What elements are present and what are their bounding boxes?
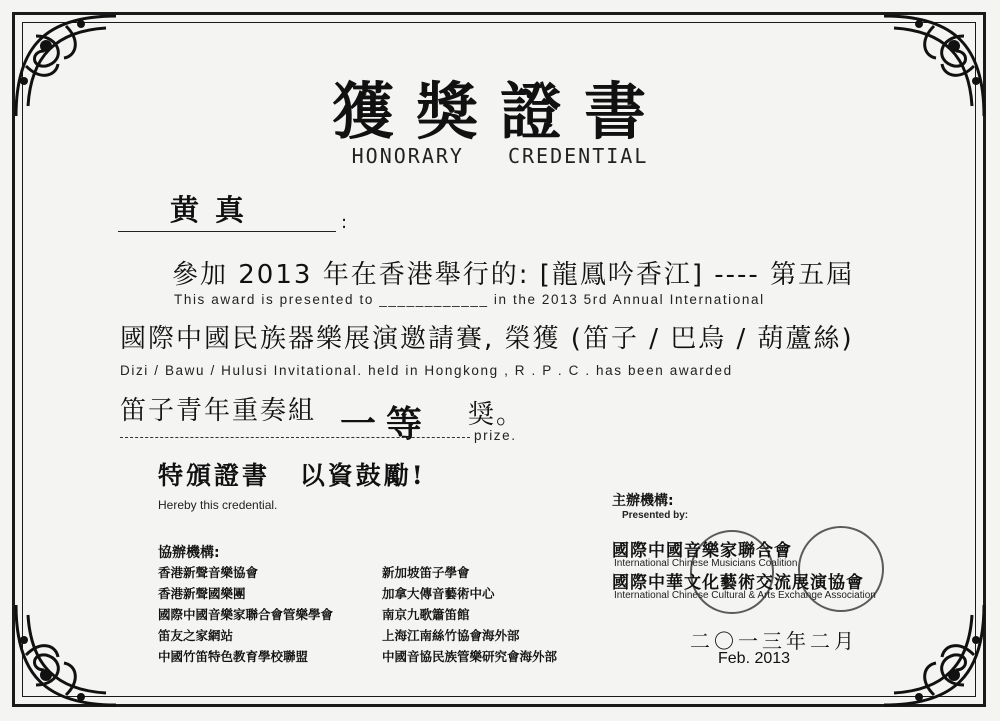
body-cn-line-1: 參加 2013 年在香港舉行的: [龍鳳吟香江] ---- 第五屆 [172,260,855,290]
co-organizers-title: 協辦機構: [158,545,220,561]
presenter-1-en: International Chinese Musicians Coalition [614,558,798,569]
co-organizer-item: 國際中國音樂家聯合會管樂學會 [158,607,334,622]
body-cn-line-2: 國際中國民族器樂展演邀請賽, 榮獲 (笛子 / 巴烏 / 葫蘆絲) [120,324,854,354]
motto-en: Hereby this credential. [158,498,278,512]
corner-ornament-bottom-right [874,595,994,715]
co-organizer-item: 香港新聲音樂協會 [158,565,259,580]
date-en: Feb. 2013 [718,650,791,667]
name-underline [118,231,336,232]
presented-by-title-cn: 主辦機構: [612,493,674,509]
presenter-2-cn: 國際中華文化藝術交流展演協會 [612,573,864,593]
body-en-line-1: This award is presented to ____________ in the 2013 5rd Annual International [174,292,765,307]
date-cn: 二〇一三年二月 [690,629,858,653]
presenter-2-en: International Chinese Cultural & Arts Exchange Association [614,590,876,601]
prize-dash-line [120,437,470,438]
name-colon: : [341,212,348,233]
co-organizer-item: 香港新聲國樂團 [158,586,246,601]
co-organizer-item: 笛友之家網站 [158,628,234,643]
prize-label: prize. [474,428,517,443]
body-cn-line-3: 笛子青年重奏組 [120,396,317,426]
co-organizer-item: 上海江南絲竹協會海外部 [382,628,520,643]
award-grade: 一等 [340,403,433,445]
corner-ornament-bottom-left [6,595,126,715]
certificate-subtitle: HONORARY CREDENTIAL [351,144,649,168]
presented-by-title-en: Presented by: [622,510,689,521]
co-organizer-item: 中國音協民族管樂研究會海外部 [382,649,558,664]
co-organizer-item: 南京九歌簫笛館 [382,607,470,622]
co-organizer-item: 新加坡笛子學會 [382,565,470,580]
co-organizers-left [158,562,333,667]
presenter-1-cn: 國際中國音樂家聯合會 [612,541,792,561]
award-word: 奨。 [468,400,525,430]
certificate-title: 獲獎證書 [331,75,668,148]
recipient-name: 黄真 [170,193,261,227]
co-organizers-right [382,562,557,667]
motto-cn: 特頒證書 以資鼓勵! [158,461,426,490]
co-organizer-item: 加拿大傳音藝術中心 [382,586,495,601]
co-organizer-item: 中國竹笛特色教育學校聯盟 [158,649,309,664]
body-en-line-2: Dizi / Bawu / Hulusi Invitational. held in Hongkong , R . P . C . has been awarded [120,363,733,378]
